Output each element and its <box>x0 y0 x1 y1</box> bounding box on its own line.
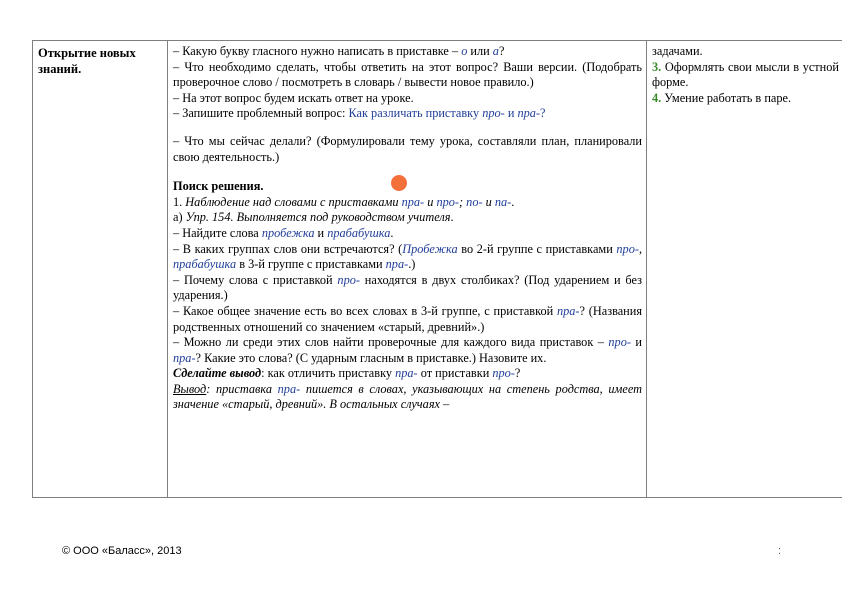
observation-line: 1. Наблюдение над словами с приставками пра- и про-; по- и па-. <box>173 194 515 209</box>
stage-title: Открытие новых знаний. <box>38 46 136 76</box>
meaning-question: – Какое общее значение есть во всех словах в 3-й группе, с приставкой пра-? (Названия родственных отношений со значением «старый, древний».) <box>173 303 642 334</box>
skill-4: 4. Умение работать в паре. <box>652 90 792 105</box>
lesson-table <box>32 40 842 498</box>
page-corner-mark: : <box>778 545 782 557</box>
skills-column <box>647 41 842 497</box>
reflection-question: – Что мы сейчас делали? (Формулировали тему урока, составляли план, планировали свою деятельность.) <box>173 133 642 164</box>
question-versions: – Что необходимо сделать, чтобы ответить на этот вопрос? Ваши версии. (Подобрать проверочное слово / посмотреть в словарь / вывести новое правило.) <box>173 59 642 90</box>
skill-3: 3. Оформлять свои мысли в устной форме. <box>652 59 839 90</box>
problem-question: – Запишите проблемный вопрос: Как различать приставку про- и пра-? <box>173 106 546 121</box>
footer-copyright: © ООО «Баласс», 2013 <box>62 545 182 557</box>
skills-continuation: задачами. <box>652 44 703 58</box>
find-words-line: – Найдите слова пробежка и прабабушка. <box>173 225 394 240</box>
pointer-dot <box>391 175 407 191</box>
stage-column <box>33 41 168 497</box>
exercise-line: а) Упр. 154. Выполняется под руководством учителя. <box>173 210 454 225</box>
question-vowel: – Какую букву гласного нужно написать в приставке – о или а? <box>173 44 505 58</box>
check-words-question: – Можно ли среди этих слов найти проверочные для каждого вида приставок – про- и пра-? Какие это слова? (С ударным гласным в приставке.) Назовите их. <box>173 335 643 365</box>
content-column <box>168 41 647 497</box>
groups-question: – В каких группах слов они встречаются? (Пробежка во 2-й группе с приставками про-, прабабушка в 3-й группе с приставками пра-.) <box>173 241 643 272</box>
columns-question: – Почему слова с приставкой про- находятся в двух столбиках? (Под ударением и без ударения.) <box>173 272 642 303</box>
search-title: Поиск решения. <box>173 179 264 194</box>
conclusion-text: Вывод: приставка пра- пишется в словах, указывающих на степень родства, имеет значение «старый, древний». В остальных случаях – <box>173 381 643 412</box>
conclusion-prompt: Сделайте вывод: как отличить приставку пра- от приставки про-? <box>173 366 521 381</box>
search-answer-line: – На этот вопрос будем искать ответ на уроке. <box>173 90 414 105</box>
